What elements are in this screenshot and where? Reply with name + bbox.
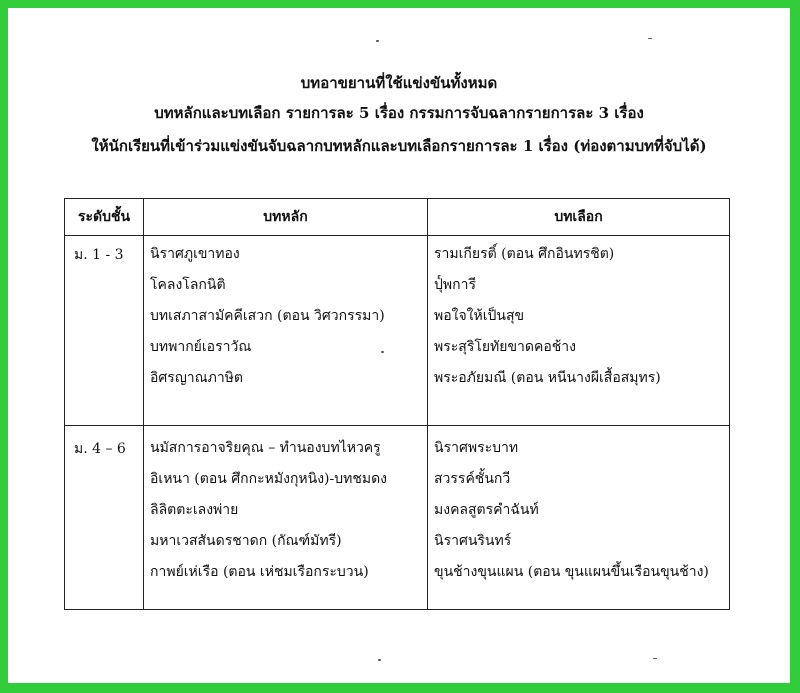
recitation-table — [64, 198, 730, 610]
list-item: มงคลสูตรคำฉันท์ — [434, 502, 539, 518]
list-item: อิเหนา (ตอน ศึกกะหมังกุหนิง)-บทชมดง — [150, 471, 388, 487]
list-item: บทเสภาสามัคคีเสวก (ตอน วิศวกรรมา) — [150, 308, 385, 324]
level-cell: ม. 1 - 3 — [65, 236, 144, 426]
list-item: นิราศพระบาท — [434, 440, 519, 456]
scan-speck — [653, 658, 657, 659]
level-cell: ม. 4 – 6 — [65, 426, 144, 610]
list-item: พระอภัยมณี (ตอน หนีนางผีเสื้อสมุทร) — [434, 370, 661, 386]
main-pieces-cell — [144, 426, 428, 610]
list-item: กาพย์เห่เรือ (ตอน เห่ชมเรือกระบวน) — [150, 564, 369, 580]
list-item: นมัสการอาจริยคุณ – ทำนองบทไหวครู — [150, 440, 381, 456]
document-title: บทอาขยานที่ใช้แข่งขันทั้งหมด — [300, 74, 498, 92]
scan-speck — [648, 38, 652, 39]
scan-speck — [378, 659, 381, 661]
optional-pieces-cell — [428, 236, 730, 426]
list-item: ลิลิตตะเลงพ่าย — [150, 502, 239, 518]
list-item: พอใจให้เป็นสุข — [434, 308, 525, 324]
list-item: ขุนช้างขุนแผน (ตอน ขุนแผนขึ้นเรือนขุนช้าง) — [434, 564, 709, 580]
list-item: บทพากย์เอราวัณ — [150, 339, 252, 355]
list-item: สวรรค์ชั้นกวี — [434, 471, 511, 487]
list-item: รามเกียรติ์ (ตอน ศึกอินทรชิต) — [434, 246, 615, 262]
list-item: พระสุริโยทัยขาดคอช้าง — [434, 339, 576, 355]
list-item: โคลงโลกนิติ — [150, 277, 226, 293]
list-item: นิราศนรินทร์ — [434, 533, 512, 549]
list-item: มหาเวสสันดรชาดก (กัณฑ์มัทรี) — [150, 533, 342, 549]
document-instruction: ให้นักเรียนที่เข้าร่วมแข่งขันจับฉลากบทหลักและบทเลือกรายการละ 1 เรื่อง (ท่องตามบทที่จับได้) — [91, 137, 707, 155]
document-subtitle: บทหลักและบทเลือก รายการละ 5 เรื่อง กรรมการจับฉลากรายการละ 3 เรื่อง — [154, 104, 644, 122]
list-item: ปุ๎พการี — [434, 277, 476, 293]
header-level: ระดับชั้น — [65, 199, 144, 236]
main-pieces-cell — [144, 236, 428, 426]
optional-pieces-cell — [428, 426, 730, 610]
scan-speck — [376, 40, 379, 42]
document-page — [8, 8, 790, 683]
list-item: อิศรญาณภาษิต — [150, 370, 244, 386]
table-row — [65, 236, 730, 426]
table-row — [65, 426, 730, 610]
list-item: นิราศภูเขาทอง — [150, 246, 240, 262]
header-main: บทหลัก — [144, 199, 428, 236]
table-header-row — [65, 199, 730, 236]
header-optional: บทเลือก — [428, 199, 730, 236]
